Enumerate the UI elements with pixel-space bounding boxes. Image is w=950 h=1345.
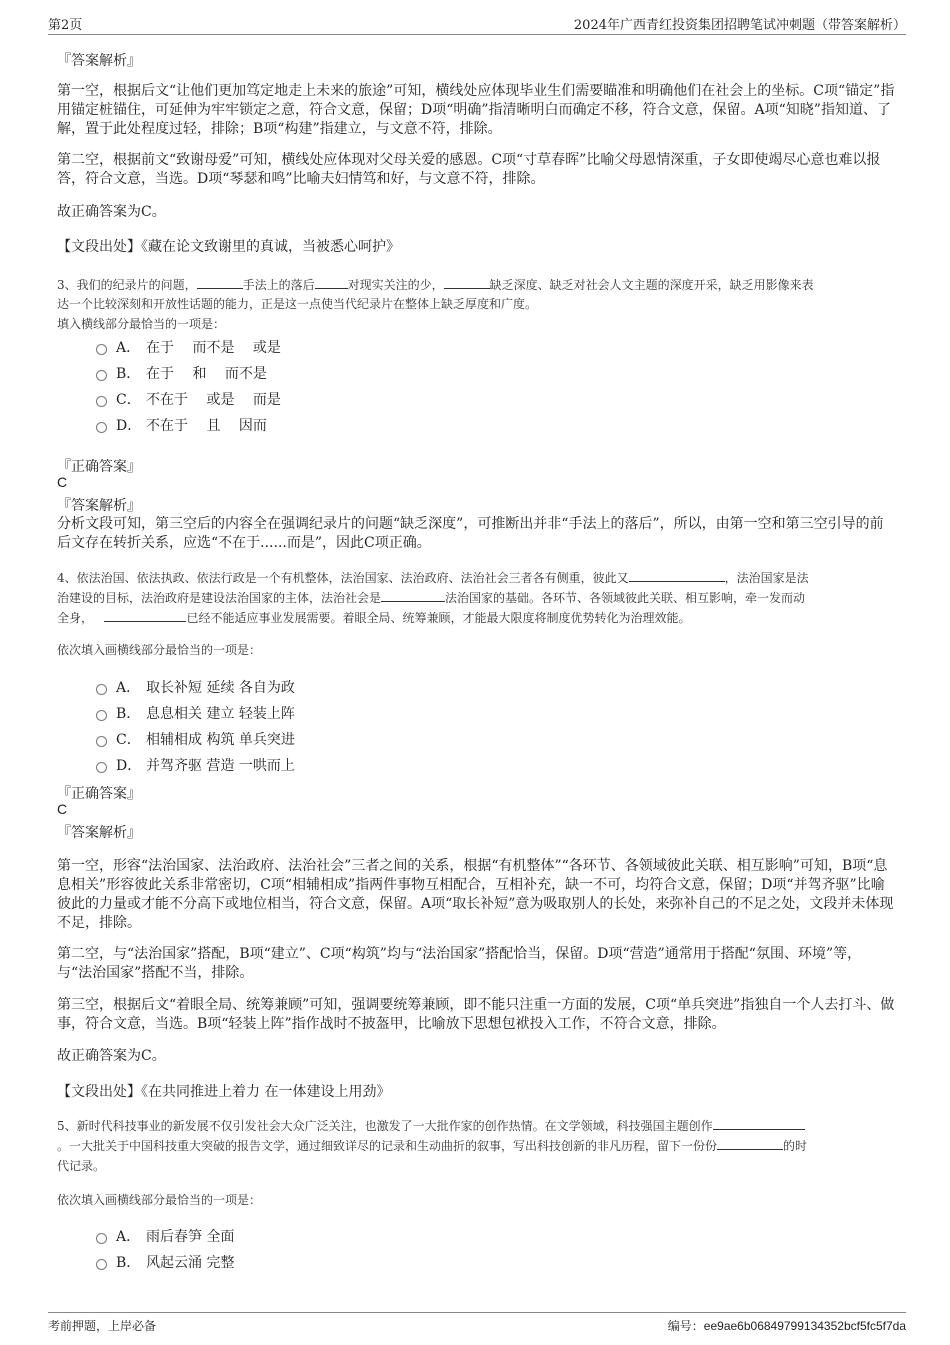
option-b[interactable]: B． 风起云涌 完整 (96, 1252, 234, 1272)
correct-answer-label: 『正确答案』 (57, 786, 141, 802)
option-c[interactable]: C． 相辅相成 构筑 单兵突进 (96, 729, 295, 749)
analysis-paragraph: 第一空，根据后文“让他们更加笃定地走上未来的旅途”可知，横线处应体现毕业生们需要瞄准和明确他们在社会上的坐标。C项“锚定”指用锚定桩锚住，可延伸为牢牢锁定之意，符合文意，保留；D项“明确”指清晰明白而确定不移，符合文意，保留。A项“知晓”指知道、了解，置于此处程度过轻，排除；B项“构建”指建立，与文意不符，排除。 (57, 83, 895, 137)
page-footer (48, 1312, 906, 1337)
radio-icon[interactable] (96, 736, 107, 747)
analysis-paragraph: 第二空，根据前文“致谢母爱”可知，横线处应体现对父母关爱的感恩。C项“寸草春晖”比喻父母恩情深重，子女即使竭尽心意也难以报答，符合文意，当选。D项“琴瑟和鸣”比喻夫妇情笃和好，与文意不符，排除。 (57, 152, 881, 187)
question-text: 4、依法治国、依法执政、依法行政是一个有机整体，法治国家、法治政府、法治社会三者各有侧重，彼此又 ，法治国家是法 治建设的目标，法治政府是建设法治国家的主体，法治社会是 法治国家的基础。各环节、各领域彼此关联、相互影响，牵一发而动 全身， 已经不能适应事业发展需要。着眼全局、统筹兼顾，才能最大限度将制度优势转化为治理效能。 (57, 571, 809, 625)
radio-icon[interactable] (96, 710, 107, 721)
question-prompt: 依次填入画横线部分最恰当的一项是： (57, 1193, 262, 1207)
analysis-label: 『答案解析』 (57, 53, 141, 69)
option-d[interactable]: D． 并驾齐驱 营造 一哄而上 (96, 755, 295, 775)
page-number: 第2页 (48, 18, 83, 33)
analysis-paragraph: 第一空，形容“法治国家、法治政府、法治社会”三者之间的关系，根据“有机整体”“各环节、各领域彼此关联、相互影响”可知，B项“息息相关”形容彼此关系非常密切，C项“相辅相成”指两件事物互相配合，互相补充，缺一不可，均符合文意，保留；D项“并驾齐驱”比喻彼此的力量或才能不分高下或地位相当，符合文意，保留。A项“取长补短”意为吸取别人的长处，来弥补自己的不足之处，文段并未体现不足，排除。 (57, 858, 894, 931)
question-prompt: 依次填入画横线部分最恰当的一项是： (57, 643, 262, 657)
option-a[interactable]: A． 取长补短 延续 各自为政 (96, 677, 295, 697)
option-c[interactable]: C． 不在于 或是 而是 (96, 389, 281, 409)
correct-answer-label: 『正确答案』 (57, 459, 141, 475)
analysis-paragraph: 第三空，根据后文“着眼全局、统筹兼顾”可知，强调要统筹兼顾，即不能只注重一方面的发展，C项“单兵突进”指独自一个人去打斗、做事，符合文意，当选。B项“轻装上阵”指作战时不披盔甲，比喻放下思想包袱投入工作，不符合文意，排除。 (57, 997, 895, 1032)
option-a[interactable]: A． 雨后春笋 全面 (96, 1226, 234, 1246)
source-citation: 【文段出处】《藏在论文致谢里的真诚，当被悉心呵护》 (57, 239, 400, 255)
page-header (48, 12, 906, 35)
option-d[interactable]: D． 不在于 且 因而 (96, 415, 267, 435)
radio-icon[interactable] (96, 370, 107, 381)
radio-icon[interactable] (96, 1233, 107, 1244)
footer-slogan: 考前押题，上岸必备 (48, 1319, 157, 1333)
radio-icon[interactable] (96, 422, 107, 433)
conclusion: 故正确答案为C。 (57, 1048, 166, 1064)
analysis-paragraph: 第二空，与“法治国家”搭配，B项“建立”、C项“构筑”均与“法治国家”搭配恰当，保留。D项“营造”通常用于搭配“氛围、环境”等，与“法治国家”搭配不当，排除。 (57, 946, 862, 981)
analysis-paragraph: 分析文段可知，第三空后的内容全在强调纪录片的问题“缺乏深度”，可推断出并非“手法上的落后”，所以，由第一空和第三空引导的前后文存在转折关系，应选“不在于......而是”，因此C项正确。 (57, 516, 884, 551)
source-citation: 【文段出处】《在共同推进上着力 在一体建设上用劲》 (57, 1084, 391, 1100)
question-prompt: 填入横线部分最恰当的一项是： (57, 317, 226, 331)
document-title: 2024年广西青红投资集团招聘笔试冲刺题（带答案解析） (573, 18, 906, 33)
radio-icon[interactable] (96, 344, 107, 355)
conclusion: 故正确答案为C。 (57, 204, 166, 220)
question-text: 3、我们的纪录片的问题， 手法上的落后 对现实关注的少， 缺乏深度、缺乏对社会人文主题的深度开采，缺乏用影像来表 达一个比较深刻和开放性话题的能力，正是这一点使当代纪录片在整体上缺乏厚度和广度。 (57, 278, 814, 311)
document-code: 编号：ee9ae6b06849799134352bcf5fc5f7da (667, 1319, 906, 1333)
radio-icon[interactable] (96, 1259, 107, 1270)
option-a[interactable]: A． 在于 而不是 或是 (96, 337, 281, 357)
radio-icon[interactable] (96, 762, 107, 773)
analysis-label: 『答案解析』 (57, 825, 141, 841)
analysis-label: 『答案解析』 (57, 498, 141, 514)
option-b[interactable]: B． 息息相关 建立 轻装上阵 (96, 703, 295, 723)
radio-icon[interactable] (96, 396, 107, 407)
correct-answer: C (57, 474, 68, 490)
radio-icon[interactable] (96, 684, 107, 695)
correct-answer: C (57, 801, 68, 817)
option-b[interactable]: B． 在于 和 而不是 (96, 363, 267, 383)
question-text: 5、新时代科技事业的新发展不仅引发社会大众广泛关注，也激发了一大批作家的创作热情。在文学领域，科技强国主题创作 。一大批关于中国科技重大突破的报告文学，通过细致详尽的记录和生动曲折的叙事，写出科技创新的非凡历程，留下一份份 的时 代记录。 (57, 1119, 808, 1173)
